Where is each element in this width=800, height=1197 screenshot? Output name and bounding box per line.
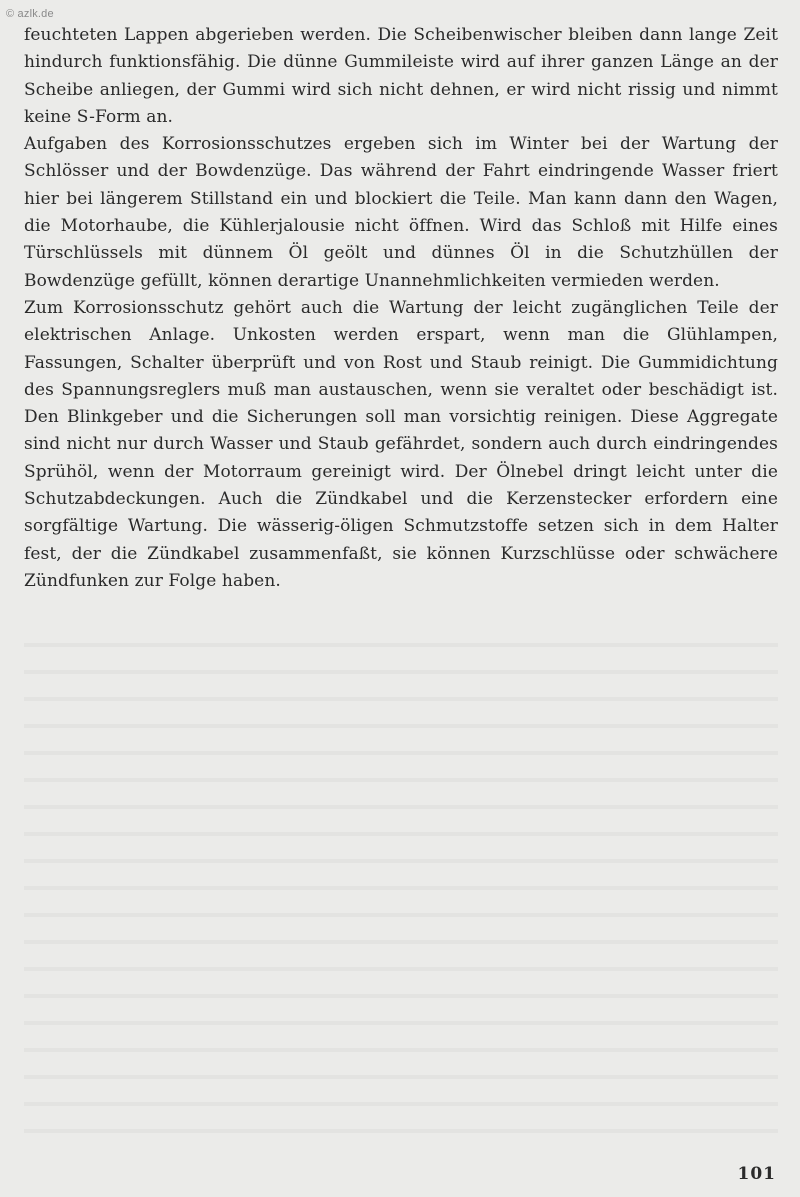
page-number: 101 (737, 1164, 776, 1184)
page-body (24, 22, 778, 595)
paragraph-locks-cables: Aufgaben des Korrosionsschutzes ergeben sich im Winter bei der Wartung der Schlösser und der Bowdenzüge. Das während der Fahrt eindringende Wasser friert hier bei längerem Stillstand ein und blockiert die Teile. Man kann dann den Wagen, die Motorhaube, die Kühlerjalousie nicht öffnen. Wird das Schloß mit Hilfe eines Türschlüssels mit dünnem Öl geölt und dünnes Öl in die Schutzhüllen der Bowdenzüge gefüllt, können derartige Unannehmlichkeiten vermieden werden. (24, 134, 778, 291)
watermark: © azlk.de (6, 8, 54, 20)
reverse-side-bleed-through (24, 625, 778, 1145)
paragraph-electrical: Zum Korrosionsschutz gehört auch die Wartung der leicht zugänglichen Teile der elektrischen Anlage. Unkosten werden erspart, wenn man die Glühlampen, Fassungen, Schalter überprüft und von Rost und Staub reinigt. Die Gummidichtung des Spannungsreglers muß man austauschen, wenn sie veraltet oder beschädigt ist. Den Blinkgeber und die Sicherungen soll man vorsichtig reinigen. Diese Aggregate sind nicht nur durch Wasser und Staub gefährdet, sondern auch durch eindringendes Sprühöl, wenn der Motorraum gereinigt wird. Der Ölnebel dringt leicht unter die Schutzabdeckungen. Auch die Zündkabel und die Kerzenstecker erfordern eine sorgfältige Wartung. Die wässerig-öligen Schmutzstoffe setzen sich in dem Halter fest, der die Zündkabel zusammenfaßt, sie können Kurzschlüsse oder schwächere Zündfunken zur Folge haben. (24, 297, 778, 591)
paragraph-wiper-care: feuchteten Lappen abgerieben werden. Die Scheibenwischer bleiben dann lange Zeit hindurch funktionsfähig. Die dünne Gummileiste wird auf ihrer ganzen Länge an der Scheibe anliegen, der Gummi wird sich nicht dehnen, er wird nicht rissig und nimmt keine S-Form an. (24, 25, 778, 127)
